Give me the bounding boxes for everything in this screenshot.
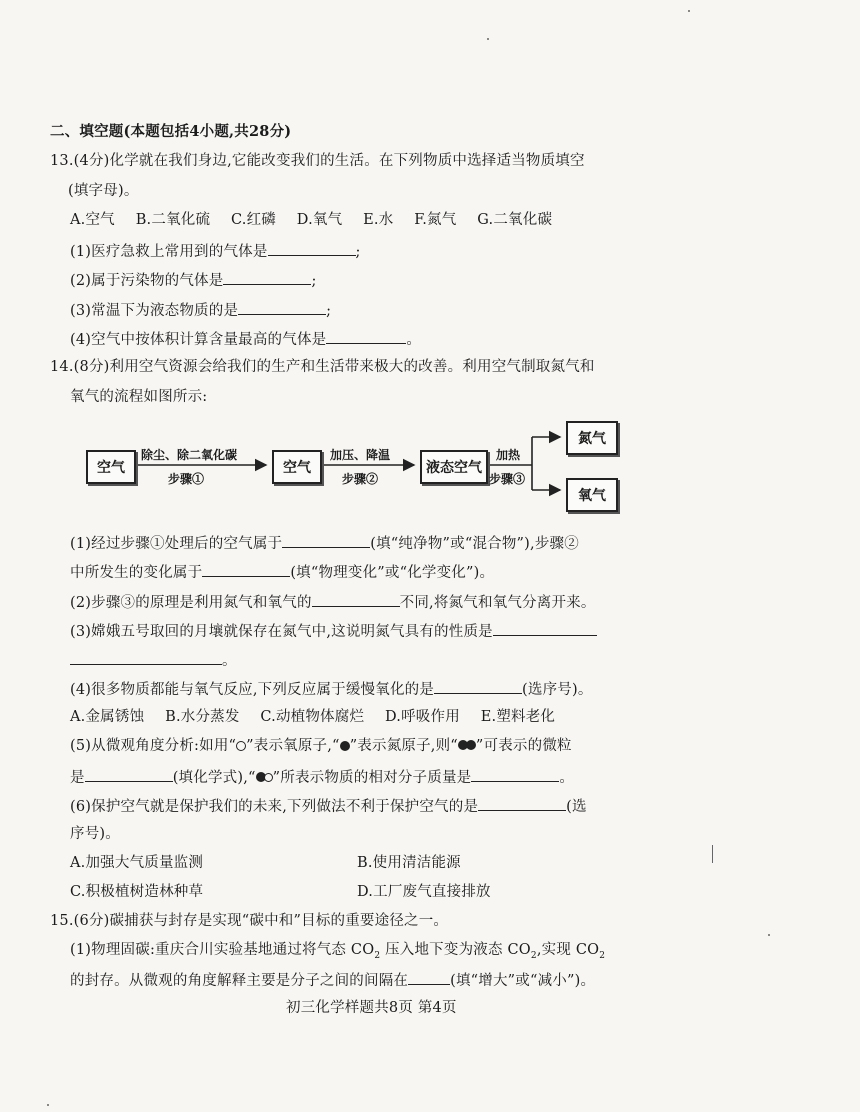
- q15-s1-line2: [70, 969, 595, 991]
- punct: ;: [311, 273, 317, 289]
- subscript: 2: [530, 950, 537, 961]
- answer-blank[interactable]: [408, 969, 450, 985]
- q15-s1-text: (填“增大”或“减小”)。: [450, 973, 596, 989]
- punct: 。: [559, 770, 575, 786]
- q14-s6-option-a: A.加强大气质量监测: [70, 855, 204, 871]
- q15-s1-text: ,实现 CO: [536, 942, 600, 958]
- q13-option: E.水: [363, 212, 394, 228]
- q15-s1-line1: [70, 940, 605, 966]
- answer-blank[interactable]: [493, 620, 597, 636]
- answer-blank[interactable]: [478, 795, 566, 811]
- q14-s6-text: (6)保护空气就是保护我们的未来,下列做法不利于保护空气的是: [70, 799, 479, 815]
- flow-box-air-2: 空气: [272, 450, 322, 484]
- step1-top-label: 除尘、除二氧化碳: [141, 448, 238, 462]
- step3-top-label: 加热: [496, 448, 521, 462]
- q13-option: C.红磷: [230, 212, 276, 228]
- q14-s5-line1: [70, 736, 572, 756]
- punct: ;: [326, 303, 332, 319]
- flow-box-air-1: 空气: [86, 450, 136, 484]
- q13-stem-line2: (填字母)。: [68, 183, 139, 199]
- answer-blank[interactable]: [282, 532, 370, 548]
- flow-box-oxygen: 氧气: [566, 478, 618, 512]
- q14-s4-text: (4)很多物质都能与氧气反应,下列反应属于缓慢氧化的是: [70, 682, 435, 698]
- q14-s2-text: (2)步骤③的原理是利用氮气和氧气的: [70, 595, 312, 611]
- flow-box-nitrogen: 氮气: [566, 421, 618, 455]
- q15-s1-text: (1)物理固碳:重庆合川实验基地通过将气态 CO: [70, 942, 375, 958]
- q14-s5-text: ”表示氧原子,“: [246, 738, 340, 754]
- q14-s1-line1: [70, 532, 579, 554]
- step2-bottom-label: 步骤②: [342, 472, 379, 486]
- q13-sub3-text: (3)常温下为液态物质的是: [70, 303, 239, 319]
- punct: 。: [222, 653, 237, 669]
- q14-s5-line2: [70, 766, 574, 788]
- q14-s6-text: (选: [566, 799, 587, 815]
- step3-bottom-label: 步骤③: [489, 472, 526, 486]
- q14-s4-option: C.动植物体腐烂: [260, 709, 365, 725]
- q14-s1-text: (填“纯净物”或“混合物”),步骤②: [370, 536, 579, 552]
- q14-s1-line2: [70, 561, 494, 583]
- subscript: 2: [599, 950, 606, 961]
- answer-blank[interactable]: [434, 678, 522, 694]
- section-title: 二、填空题(本题包括4小题,共28分): [50, 123, 292, 140]
- filled-hollow-circle-icon: [256, 768, 273, 788]
- q14-s4-option: D.呼吸作用: [384, 709, 460, 725]
- q14-s2: [70, 591, 596, 613]
- flow-box-liquid-air: 液态空气: [420, 450, 488, 484]
- q14-s5-text: ”可表示的微粒: [475, 738, 572, 754]
- q14-s6-option-b: B.使用清洁能源: [357, 855, 461, 871]
- q14-s6-option-d: D.工厂废气直接排放: [357, 884, 491, 900]
- q14-s5-text: ”所表示物质的相对分子质量是: [272, 770, 472, 786]
- q14-s6-line1: [70, 795, 587, 817]
- filled-circle-icon: [340, 741, 350, 751]
- answer-blank[interactable]: [312, 591, 400, 607]
- answer-blank[interactable]: [471, 766, 559, 782]
- q14-s5-text: 是: [70, 770, 85, 786]
- q14-s5-text: (填化学式),“: [172, 770, 256, 786]
- q14-s6-option-c: C.积极植树造林种草: [70, 884, 204, 900]
- q13-option: A.空气: [70, 212, 115, 228]
- step1-bottom-label: 步骤①: [168, 472, 205, 486]
- q13-sub1-text: (1)医疗急救上常用到的气体是: [70, 244, 268, 260]
- q14-s4-option: E.塑料老化: [480, 709, 556, 725]
- q14-s3-line1: [70, 620, 597, 642]
- q14-s1-text: (1)经过步骤①处理后的空气属于: [70, 536, 283, 552]
- q14-s4-text: (选序号)。: [522, 682, 593, 698]
- q14-s4-option: A.金属锈蚀: [70, 709, 145, 725]
- q15-s1-text: 压入地下变为液态 CO: [380, 942, 531, 958]
- q13-option: D.氧气: [296, 212, 343, 228]
- double-filled-circle-icon: [458, 736, 476, 756]
- q14-stem-line2: 氧气的流程如图所示:: [70, 389, 208, 405]
- q14-s1-text: (填“物理变化”或“化学变化”)。: [290, 565, 495, 581]
- q14-s1-text: 中所发生的变化属于: [70, 565, 203, 581]
- q13-sub2-text: (2)属于污染物的气体是: [70, 273, 224, 289]
- subscript: 2: [374, 950, 381, 961]
- q13-stem-line1: 13.(4分)化学就在我们身边,它能改变我们的生活。在下列物质中选择适当物质填空: [50, 153, 585, 169]
- q13-option: F.氮气: [414, 212, 457, 228]
- q15-stem: 15.(6分)碳捕获与封存是实现“碳中和”目标的重要途径之一。: [50, 913, 449, 929]
- page-footer: 初三化学样题共8页 第4页: [286, 1000, 457, 1016]
- q14-s3-text: (3)嫦娥五号取回的月壤就保存在氮气中,这说明氮气具有的性质是: [70, 624, 493, 640]
- q14-s4-options: [70, 707, 571, 727]
- step2-top-label: 加压、降温: [330, 448, 391, 462]
- q14-s3-line2: [70, 649, 237, 671]
- q14-s2-text: 不同,将氮气和氧气分离开来。: [399, 595, 596, 611]
- q13-option: B.二氧化硫: [135, 212, 211, 228]
- punct: 。: [406, 332, 422, 348]
- hollow-circle-icon: [236, 741, 246, 751]
- answer-blank[interactable]: [202, 561, 290, 577]
- q14-s4-option: B.水分蒸发: [165, 709, 240, 725]
- q14-s4: [70, 678, 593, 700]
- q14-s5-text: ”表示氮原子,则“: [349, 738, 458, 754]
- q13-sub4-text: (4)空气中按体积计算含量最高的气体是: [70, 332, 327, 348]
- q13-option: G.二氧化碳: [477, 212, 553, 228]
- answer-blank[interactable]: [70, 649, 222, 665]
- q14-stem-line1: 14.(8分)利用空气资源会给我们的生产和生活带来极大的改善。利用空气制取氮气和: [50, 359, 595, 375]
- q14-s5-text: (5)从微观角度分析:如用“: [70, 738, 237, 754]
- answer-blank[interactable]: [85, 766, 173, 782]
- punct: ;: [355, 244, 361, 260]
- q14-s6-line2: 序号)。: [70, 826, 120, 842]
- q15-s1-text: 的封存。从微观的角度解释主要是分子之间的间隔在: [70, 973, 409, 989]
